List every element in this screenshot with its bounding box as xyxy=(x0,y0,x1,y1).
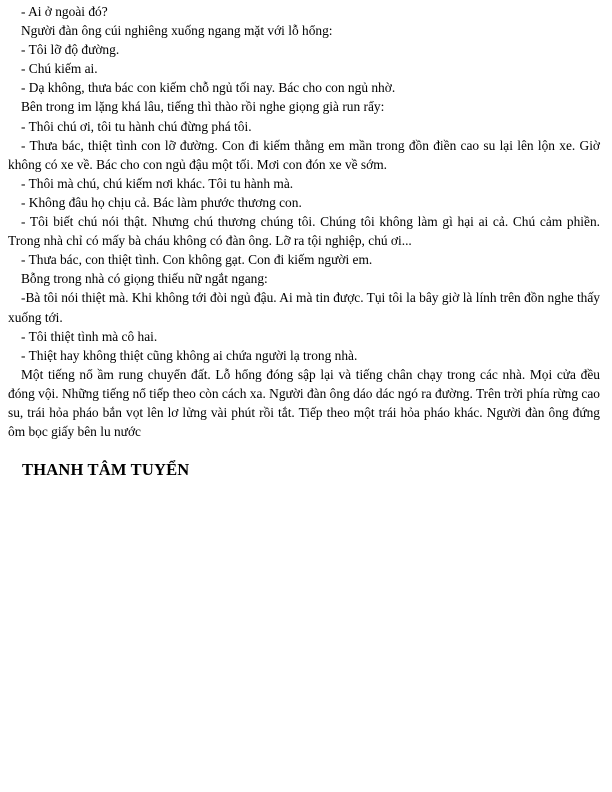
paragraph: - Chú kiếm ai. xyxy=(21,61,98,77)
paragraph: - Thôi chú ơi, tôi tu hành chú đừng phá tôi. xyxy=(21,118,252,134)
paragraph: - Tôi thiệt tình mà cô hai. xyxy=(21,328,158,344)
paragraph: Người đàn ông cúi nghiêng xuống ngang mặt với lỗ hổng: xyxy=(21,23,333,39)
paragraph: - Thưa bác, thiệt tình con lỡ đường. Con đi kiếm thằng em mần trong đồn điền cao su lại lên lộn xe. Giờ không có xe về. Bác cho con ngủ đậu một tối. Mơi con đón xe về sớm. xyxy=(8,137,600,172)
paragraph: - Không đâu họ chịu cả. Bác làm phước thương con. xyxy=(21,194,302,210)
paragraph: -Bà tôi nói thiệt mà. Khi không tới đòi ngủ đậu. Ai mà tin được. Tụi tôi la bây giờ là lính trên đồn nghe thấy xuống tới. xyxy=(8,290,600,325)
paragraph: Một tiếng nổ ầm rung chuyển đất. Lỗ hổng đóng sập lại và tiếng chân chạy trong các nhà. Mọi cửa đều đóng vội. Những tiếng nổ tiếp theo còn cách xa. Người đàn ông dáo dác ngó ra đường. Trên trời phía rừng cao su, trái hỏa pháo bắn vọt lên lơ lửng vài phút rồi tắt. Tiếp theo một trái hỏa pháo khác. Người đàn ông đứng ôm bọc giấy bên lu nước xyxy=(8,366,600,440)
paragraph: - Tôi lỡ độ đường. xyxy=(21,42,120,58)
document-page xyxy=(8,2,600,482)
paragraph: - Thưa bác, con thiệt tình. Con không gạt. Con đi kiếm người em. xyxy=(21,252,373,268)
paragraph: - Tôi biết chú nói thật. Nhưng chú thương chúng tôi. Chúng tôi không làm gì hại ai cả. Chú cảm phiền. Trong nhà chỉ có mấy bà cháu không có đàn ông. Lỡ ra tội nghiệp, chú ơi... xyxy=(8,214,600,249)
paragraph: - Dạ không, thưa bác con kiếm chỗ ngủ tối nay. Bác cho con ngủ nhờ. xyxy=(21,80,396,96)
paragraph: Bên trong im lặng khá lâu, tiếng thì thào rồi nghe giọng già run rẩy: xyxy=(21,99,385,115)
paragraph: Bỗng trong nhà có giọng thiếu nữ ngắt ngang: xyxy=(21,271,268,287)
paragraph: - Ai ở ngoài đó? xyxy=(21,4,108,19)
paragraph: - Thôi mà chú, chú kiếm nơi khác. Tôi tu hành mà. xyxy=(21,175,294,191)
paragraph: - Thiệt hay không thiệt cũng không ai chứa người lạ trong nhà. xyxy=(21,347,358,363)
author-signature: THANH TÂM TUYỂN xyxy=(22,460,190,480)
